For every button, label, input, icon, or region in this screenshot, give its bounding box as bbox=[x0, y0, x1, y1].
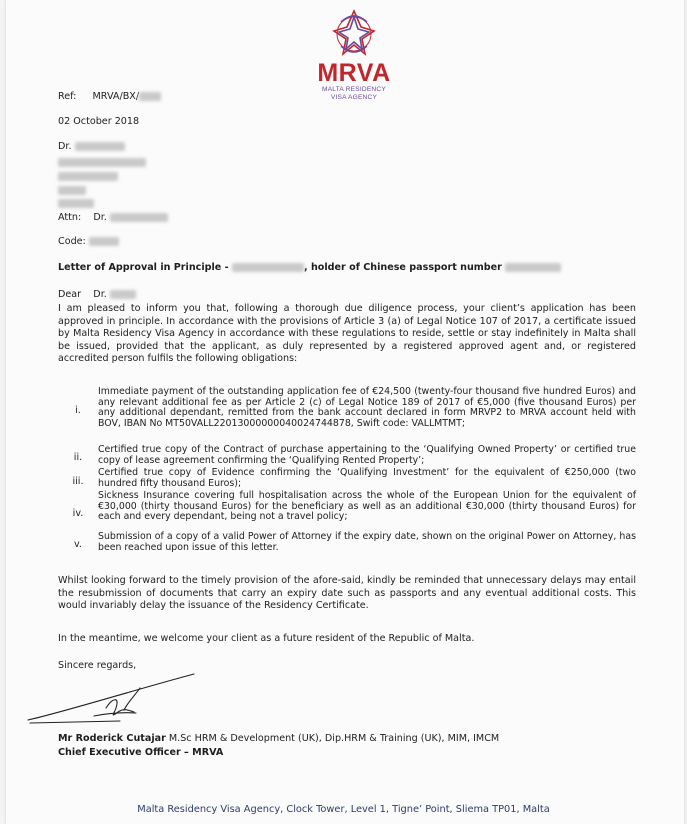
subject-prefix: Letter of Approval in Principle - bbox=[58, 262, 229, 273]
handwritten-signature bbox=[24, 668, 214, 728]
redacted-address-line-1 bbox=[58, 157, 146, 169]
obligation-numeral-5: v. bbox=[74, 539, 82, 550]
subject-middle: , holder of Chinese passport number bbox=[303, 262, 502, 273]
obligation-item-4: Sickness Insurance covering full hospitalisation across the whole of the European Union for the equivalent of €30,000 (thirty thousand Euros) for the beneficiary as well as an additional €30,000 (thirty thousand Euros) for each and every dependant, being not a travel policy; bbox=[98, 490, 636, 522]
greeting bbox=[58, 289, 136, 301]
attn-line bbox=[58, 212, 168, 224]
redacted-ref bbox=[139, 92, 161, 101]
signatory-title: Chief Executive Officer – MRVA bbox=[58, 747, 224, 758]
letter-date: 02 October 2018 bbox=[58, 116, 140, 127]
obligation-item-2: Certified true copy of the Contract of purchase appertaining to the ‘Qualifying Owned Property’ or certified true copy of lease agreement confirming the ‘Qualifying Rented Property’; bbox=[98, 444, 636, 466]
signatory-credentials: M.Sc HRM & Development (UK), Dip.HRM & Training (UK), MIM, IMCM bbox=[165, 733, 500, 744]
addressee-line bbox=[58, 141, 125, 153]
obligation-item-3: Certified true copy of Evidence confirming the ‘Qualifying Investment’ for the equivalent of €250,000 (two hundred fifty thousand Euros); bbox=[98, 467, 636, 489]
redacted-address-line-4 bbox=[58, 198, 94, 210]
obligation-numeral-3: iii. bbox=[72, 476, 84, 487]
redacted-code bbox=[89, 237, 119, 246]
code-line bbox=[58, 236, 119, 248]
mrva-star-emblem-icon bbox=[331, 8, 377, 58]
logo-line-1: MALTA RESIDENCY bbox=[322, 86, 386, 93]
letter-page bbox=[6, 0, 684, 824]
logo-wordmark: MRVA bbox=[317, 59, 391, 87]
subject-line bbox=[58, 262, 561, 274]
signatory-name: Mr Roderick Cutajar bbox=[58, 733, 166, 744]
redacted-addressee-name bbox=[75, 142, 125, 151]
welcome-line: In the meantime, we welcome your client as a future resident of the Republic of Malta. bbox=[58, 633, 475, 644]
obligation-item-5: Submission of a copy of a valid Power of Attorney if the expiry date, shown on the original Power on Attorney, has been reached upon issue of this letter. bbox=[98, 531, 636, 553]
ref-label: Ref: bbox=[58, 91, 77, 102]
obligation-item-1: Immediate payment of the outstanding application fee of €24,500 (twenty-four thousand five hundred Euros) and any relevant additional fee as per Article 2 (c) of Legal Notice 189 of 2017 of €5,000 (five thousand Euros) per any additional dependant, remitted from the bank account declared in form MRVP2 to MRVA account held with BOV, IBAN No MT50VALL22013000000040024744878, Swift code: VALLMTMT; bbox=[98, 386, 636, 429]
greeting-text: Dear Dr. bbox=[58, 289, 107, 300]
redacted-address-line-2 bbox=[58, 171, 118, 183]
code-label: Code: bbox=[58, 236, 86, 247]
obligation-numeral-4: iv. bbox=[72, 508, 84, 519]
closing-paragraph: Whilst looking forward to the timely provision of the afore-said, kindly be reminded that unnecessary delays may entail the resubmission of documents that carry an expiry date such as passports and any eventual additional costs. This would invariably delay the issuance of the Residency Certificate. bbox=[58, 575, 636, 612]
logo-line-2: VISA AGENCY bbox=[330, 93, 378, 101]
redacted-passport-number bbox=[505, 263, 561, 272]
addressee-prefix: Dr. bbox=[58, 141, 72, 152]
mrva-logo bbox=[304, 8, 404, 101]
signoff: Sincere regards, bbox=[58, 660, 137, 671]
signatory-name-line bbox=[58, 733, 499, 745]
redacted-client-name bbox=[232, 263, 304, 272]
ref-value: MRVA/BX/ bbox=[92, 91, 140, 102]
redacted-greeting-name bbox=[110, 290, 136, 299]
redacted-attn-name bbox=[110, 213, 168, 222]
obligation-numeral-2: ii. bbox=[73, 452, 83, 463]
attn-value: Dr. bbox=[93, 212, 107, 223]
redacted-address-line-3 bbox=[58, 185, 86, 197]
obligation-numeral-1: i. bbox=[75, 405, 81, 416]
reference-line bbox=[58, 91, 161, 103]
footer-address: Malta Residency Visa Agency, Clock Tower, Level 1, Tigne’ Point, Sliema TP01, Malta bbox=[137, 804, 550, 815]
attn-label: Attn: bbox=[58, 212, 82, 223]
intro-paragraph: I am pleased to inform you that, following a thorough due diligence process, your client’s application has been approved in principle. In accordance with the provisions of Article 3 (a) of Legal Notice 107 of 2017, a certificate issued by Malta Residency Visa Agency in accordance with these regulations to reside, settle or stay indefinitely in Malta shall be issued, provided that the applicant, as duly represented by a registered approved agent and, or registered accredited person fulfils the following obligations: bbox=[58, 303, 636, 365]
